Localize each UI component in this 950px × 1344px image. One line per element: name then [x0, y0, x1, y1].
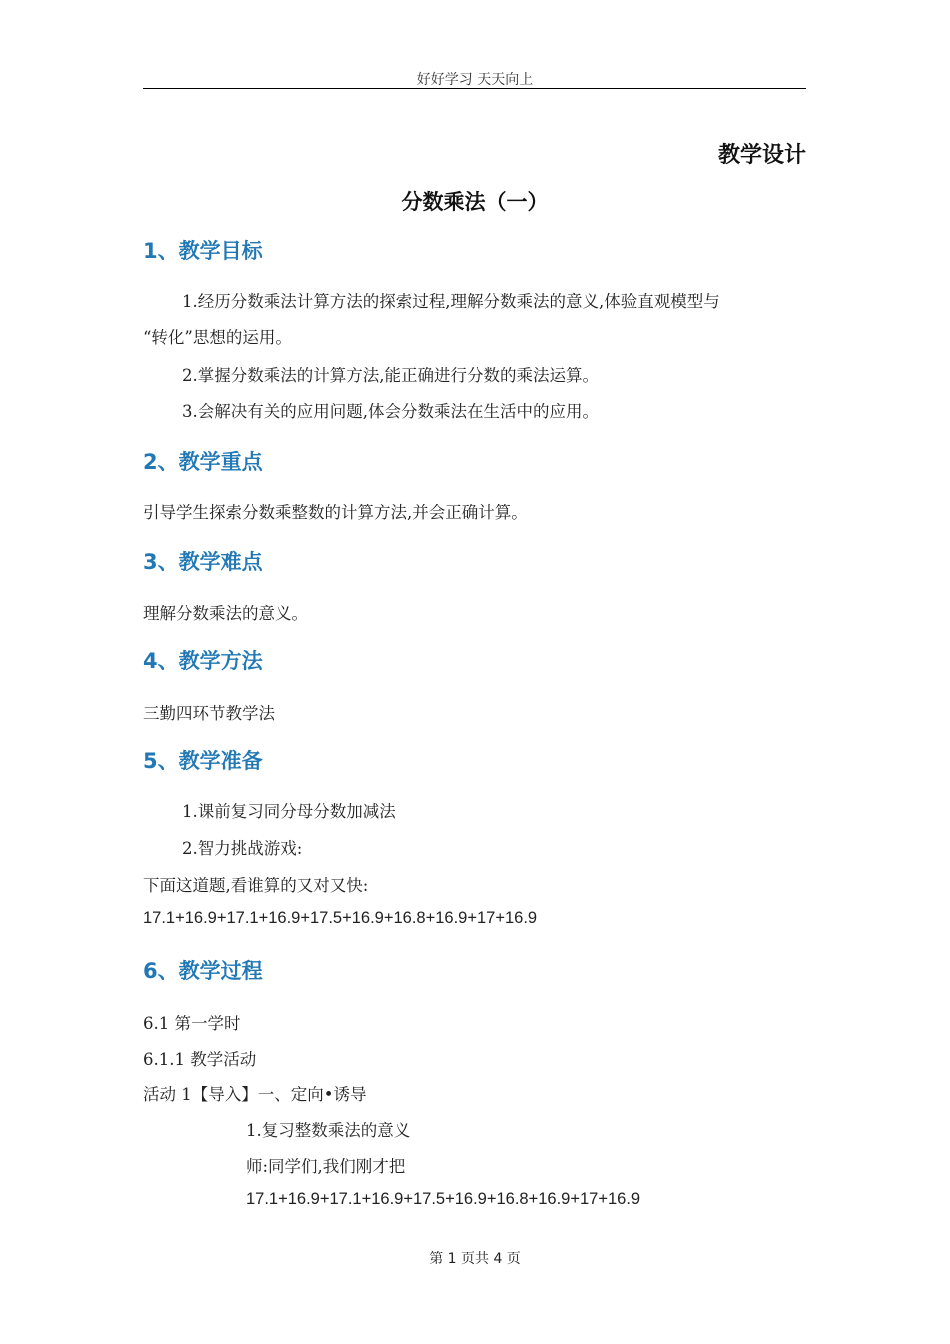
section-heading-objectives: 1、教学目标 — [143, 239, 263, 263]
section-heading-preparation: 5、教学准备 — [143, 749, 263, 773]
difficulties-text: 理解分数乘法的意义。 — [143, 604, 308, 623]
objective-3: 3.会解决有关的应用问题,体会分数乘法在生活中的应用。 — [182, 402, 599, 421]
objective-1-line-1: 1.经历分数乘法计算方法的探索过程,理解分数乘法的意义,体验直观模型与 — [182, 292, 720, 311]
section-heading-methods: 4、教学方法 — [143, 649, 263, 673]
preparation-prompt: 下面这道题,看谁算的又对又快: — [143, 876, 369, 895]
preparation-item-2: 2.智力挑战游戏: — [182, 839, 303, 858]
objective-1-line-2: “转化”思想的运用。 — [143, 328, 292, 347]
preparation-item-1: 1.课前复习同分母分数加减法 — [182, 802, 396, 821]
key-points-text: 引导学生探索分数乘整数的计算方法,并会正确计算。 — [143, 503, 528, 522]
activity-title: 活动 1【导入】一、定向•诱导 — [143, 1085, 367, 1104]
section-heading-process: 6、教学过程 — [143, 959, 263, 983]
methods-text: 三勤四环节教学法 — [143, 704, 275, 723]
page-header: 好好学习 天天向上 — [416, 72, 534, 88]
section-heading-key-points: 2、教学重点 — [143, 450, 263, 474]
objective-2: 2.掌握分数乘法的计算方法,能正确进行分数的乘法运算。 — [182, 366, 599, 385]
process-subheading-1: 6.1 第一学时 — [143, 1014, 241, 1033]
page-footer: 第 1 页共 4 页 — [429, 1251, 521, 1267]
section-heading-difficulties: 3、教学难点 — [143, 550, 263, 574]
activity-expression: 17.1+16.9+17.1+16.9+17.5+16.9+16.8+16.9+17+16.9 — [246, 1190, 641, 1208]
activity-step-1: 1.复习整数乘法的意义 — [246, 1121, 411, 1140]
process-subheading-2: 6.1.1 教学活动 — [143, 1050, 257, 1069]
header-rule — [143, 88, 806, 89]
page-title: 分数乘法（一） — [401, 190, 549, 214]
teacher-line: 师:同学们,我们刚才把 — [246, 1157, 406, 1176]
preparation-expression: 17.1+16.9+17.1+16.9+17.5+16.9+16.8+16.9+17+16.9 — [143, 909, 538, 927]
doc-type-label: 教学设计 — [717, 143, 806, 168]
